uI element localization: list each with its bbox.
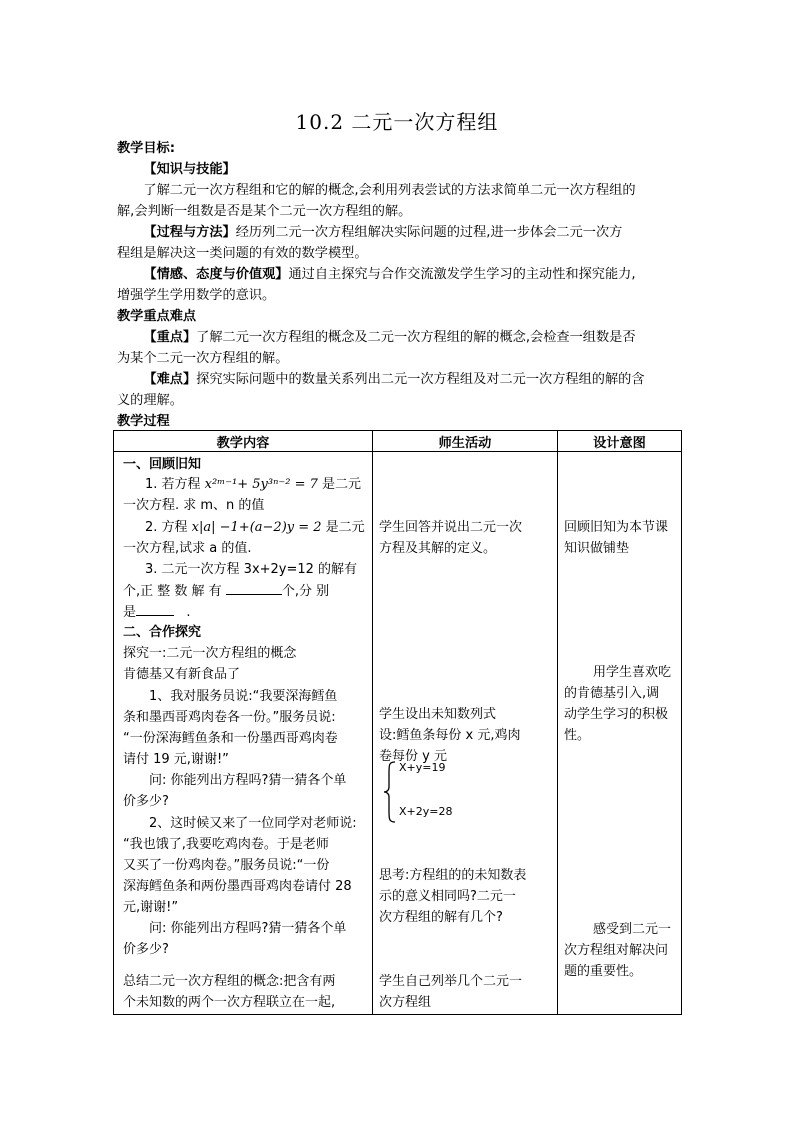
question-1-equation: x²ᵐ⁻¹+ 5y³ⁿ⁻² = 7 xyxy=(204,477,318,492)
intent-1-line2: 知识做铺垫 xyxy=(564,541,630,556)
intent-1-line1: 回顾旧知为本节课 xyxy=(564,520,669,535)
problem-1-line5: 问: 你能列出方程吗?猜一猜各个单 xyxy=(149,773,347,788)
problem-1-line2: 条和墨西哥鸡肉卷各一份。”服务员说: xyxy=(123,710,336,725)
problem-1-line1: 1、我对服务员说:“我要深海鳕鱼 xyxy=(149,689,338,704)
content-cell xyxy=(114,452,373,1015)
activity-2-line2: 设:鳕鱼条每份 x 元,鸡肉 xyxy=(379,728,521,743)
equation-system xyxy=(383,761,503,821)
activity-2-line3: 卷每份 y 元 xyxy=(379,749,447,764)
knowledge-text-line1: 了解二元一次方程组和它的解的概念,会利用列表尝试的方法求简单二元一次方程组的 xyxy=(143,183,636,198)
problem-2-line4: 深海鳕鱼条和两份墨西哥鸡肉卷请付 28 xyxy=(123,879,352,894)
answer-blank-2[interactable] xyxy=(136,601,174,616)
kfc-intro: 肯德基又有新食品了 xyxy=(123,667,241,682)
emotion-paragraph xyxy=(117,264,682,285)
intent-3-line3: 题的重要性。 xyxy=(564,964,643,979)
question-2-equation: x|a| −1+(a−2)y = 2 xyxy=(191,520,322,535)
header-content: 教学内容 xyxy=(114,431,373,452)
header-intent: 设计意图 xyxy=(558,431,682,452)
question-2-line1: 2. 方程 x|a| −1+(a−2)y = 2 是二元 xyxy=(145,520,365,535)
key-points-heading: 教学重点难点 xyxy=(117,309,197,324)
key-text-line1: 了解二元一次方程组的概念及二元一次方程组的解的概念,会检查一组数是否 xyxy=(196,330,636,345)
equation-2: X+2y=28 xyxy=(399,805,453,818)
difficulty-text-line1: 探究实际问题中的数量关系列出二元一次方程组及对二元一次方程组的解的含 xyxy=(196,372,645,387)
activity-4-line1: 学生自己列举几个二元一 xyxy=(379,974,523,989)
activity-1-line1: 学生回答并说出二元一次 xyxy=(379,520,523,535)
question-3-line1: 3. 二元一次方程 3x+2y=12 的解有 xyxy=(145,562,358,577)
key-label: 【重点】 xyxy=(143,330,197,345)
problem-1-line4: 请付 19 元,谢谢!” xyxy=(123,752,229,767)
equation-1: X+y=19 xyxy=(399,761,446,774)
key-paragraph xyxy=(117,327,682,348)
problem-1-line3: “一份深海鳕鱼条和一份墨西哥鸡肉卷 xyxy=(123,731,338,746)
intent-2-line1: 用学生喜欢吃 xyxy=(593,665,672,680)
process-text-line2: 程组是解决这一类问题的有效的数学模型。 xyxy=(117,246,368,261)
problem-2-line3: 又买了一份鸡肉卷。”服务员说:“一份 xyxy=(123,858,330,873)
problem-1-line6: 价多少? xyxy=(123,794,169,809)
section2-title: 二、合作探究 xyxy=(123,625,202,640)
knowledge-label: 【知识与技能】 xyxy=(143,162,236,177)
summary-line1: 总结二元一次方程组的概念:把含有两 xyxy=(123,974,336,989)
table-header-row xyxy=(114,431,682,452)
lesson-table xyxy=(113,430,682,1015)
header-activity: 师生活动 xyxy=(373,431,558,452)
explore-1-title: 探究一:二元一次方程组的概念 xyxy=(123,646,297,661)
process-text-line1: 经历列二元一次方程组解决实际问题的过程,进一步体会二元一次方 xyxy=(235,225,623,240)
objectives-heading: 教学目标: xyxy=(117,141,176,156)
process-paragraph xyxy=(117,222,682,243)
question-3-line2: 个,正 整 数 解 有 个,分 别 xyxy=(123,580,366,602)
question-2-line2: 一次方程,试求 a 的值. xyxy=(123,541,252,556)
problem-2-line1: 2、这时候又来了一位同学对老师说: xyxy=(149,816,357,831)
activity-3-line2: 示的意义相同吗?二元一 xyxy=(379,889,516,904)
question-1-line1: 1. 若方程 x²ᵐ⁻¹+ 5y³ⁿ⁻² = 7 是二元 xyxy=(145,477,362,492)
intent-3-line2: 次方程组对解决问 xyxy=(564,943,669,958)
activity-cell xyxy=(373,452,558,1015)
activity-3-line1: 思考:方程组的的未知数表 xyxy=(379,868,527,883)
emotion-text-line2: 增强学生学用数学的意识。 xyxy=(117,288,276,303)
process-label: 【过程与方法】 xyxy=(143,225,236,240)
table-row xyxy=(114,452,682,1015)
process-heading: 教学过程 xyxy=(117,414,170,429)
difficulty-text-line2: 义的理解。 xyxy=(117,393,183,408)
intent-cell xyxy=(558,452,682,1015)
intent-2-line4: 性。 xyxy=(564,728,591,743)
page-title: 10.2 二元一次方程组 xyxy=(295,110,499,134)
activity-4-line2: 次方程组 xyxy=(379,995,432,1010)
key-text-line2: 为某个二元一次方程组的解。 xyxy=(117,351,289,366)
knowledge-text-line2: 解,会判断一组数是否是某个二元一次方程组的解。 xyxy=(117,204,412,219)
question-3-line3: 是 . xyxy=(123,601,366,623)
intent-2-line3: 动学生学习的积极 xyxy=(564,707,669,722)
intent-2-line2: 的肯德基引入,调 xyxy=(564,686,660,701)
summary-line2: 个未知数的两个一次方程联立在一起, xyxy=(123,995,336,1010)
activity-1-line2: 方程及其解的定义。 xyxy=(379,541,497,556)
question-1-line2: 一次方程. 求 m、n 的值 xyxy=(123,498,265,513)
objectives-section xyxy=(117,138,682,432)
difficulty-paragraph xyxy=(117,369,682,390)
difficulty-label: 【难点】 xyxy=(143,372,197,387)
activity-2-line1: 学生设出未知数列式 xyxy=(379,707,497,722)
problem-2-line7: 价多少? xyxy=(123,942,169,957)
problem-2-line2: “我也饿了,我要吃鸡肉卷。于是老师 xyxy=(123,837,329,852)
emotion-label: 【情感、态度与价值观】 xyxy=(143,267,289,282)
emotion-text-line1: 通过自主探究与合作交流激发学生学习的主动性和探究能力, xyxy=(288,267,636,282)
problem-2-line6: 问: 你能列出方程吗?猜一猜各个单 xyxy=(149,921,347,936)
problem-2-line5: 元,谢谢!” xyxy=(123,900,179,915)
intent-3-line1: 感受到二元一 xyxy=(593,922,672,937)
answer-blank-1[interactable] xyxy=(226,580,282,595)
activity-3-line3: 次方程组的解有几个? xyxy=(379,910,503,925)
left-brace-icon xyxy=(383,761,397,823)
section1-title: 一、回顾旧知 xyxy=(123,457,202,472)
